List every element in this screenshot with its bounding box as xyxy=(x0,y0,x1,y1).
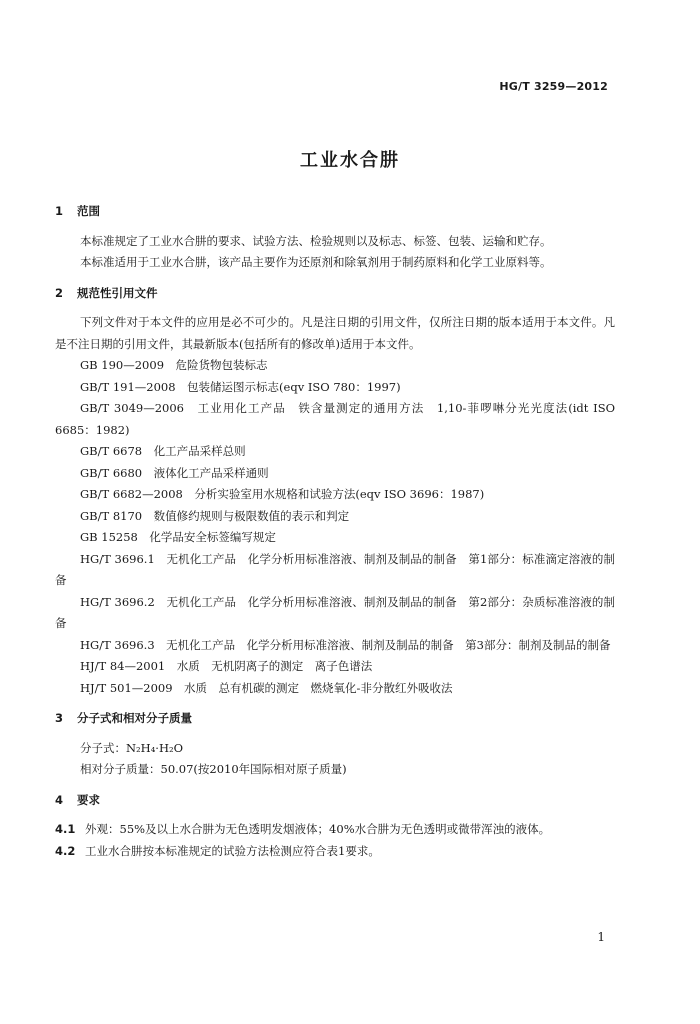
page-title: 工业水合肼 xyxy=(300,150,400,171)
section-heading-normative-references xyxy=(55,283,615,305)
reference-item: HG/T 3696.3 无机化工产品 化学分析用标准溶液、制剂及制品的制备 第3部分：制剂及制品的制备 xyxy=(80,637,611,652)
section-title: 分子式和相对分子质量 xyxy=(77,711,192,725)
scope-paragraph-1: 本标准规定了工业水合肼的要求、试验方法、检验规则以及标志、标签、包装、运输和贮存。 xyxy=(80,233,552,248)
reference-item: GB 190—2009 危险货物包装标志 xyxy=(80,358,268,372)
section-title: 要求 xyxy=(77,792,100,807)
reference-item: GB/T 8170 数值修约规则与极限数值的表示和判定 xyxy=(80,508,350,523)
requirement-text: 工业水合肼按本标准规定的试验方法检测应符合表1要求。 xyxy=(85,843,380,858)
reference-item: GB/T 6682—2008 分析实验室用水规格和试验方法(eqv ISO 3696：1987) xyxy=(80,487,485,501)
reference-item: GB/T 191—2008 包装储运图示标志(eqv ISO 780：1997) xyxy=(80,379,401,394)
reference-item: HG/T 3696.2 无机化工产品 化学分析用标准溶液、制剂及制品的制备 第2部分：杂质标准溶液的制备 xyxy=(55,594,615,630)
section-number: 1 xyxy=(55,204,64,218)
reference-item: GB/T 6680 液体化工产品采样通则 xyxy=(80,465,269,480)
molecular-mass: 相对分子质量：50.07(按2010年国际相对原子质量) xyxy=(80,762,347,776)
reference-item: GB/T 6678 化工产品采样总则 xyxy=(80,444,246,458)
page-number: 1 xyxy=(597,930,605,944)
reference-item: HG/T 3696.1 无机化工产品 化学分析用标准溶液、制剂及制品的制备 第1部分：标准滴定溶液的制备 xyxy=(55,551,615,587)
requirement-text: 外观：55%及以上水合肼为无色透明发烟液体；40%水合肼为无色透明或微带浑浊的液体。 xyxy=(85,822,551,836)
requirement-number: 4.1 xyxy=(55,822,76,836)
reference-item: GB 15258 化学品安全标签编写规定 xyxy=(80,530,276,544)
molecular-formula: 分子式：N₂H₄·H₂O xyxy=(80,740,184,755)
scope-paragraph-2: 本标准适用于工业水合肼，该产品主要作为还原剂和除氧剂用于制药原料和化学工业原料等。 xyxy=(80,255,552,269)
document-body xyxy=(55,200,615,862)
section-heading-formula xyxy=(55,708,615,730)
section-number: 2 xyxy=(55,285,64,300)
section-heading-requirements xyxy=(55,790,615,812)
section-heading-scope xyxy=(55,201,615,223)
requirement-number: 4.2 xyxy=(55,843,76,858)
standard-code: HG/T 3259—2012 xyxy=(499,80,608,93)
section-title: 范围 xyxy=(77,204,100,218)
section-number: 4 xyxy=(55,792,64,807)
reference-item: GB/T 3049—2006 工业用化工产品 铁含量测定的通用方法 1,10-菲啰啉分光光度法(idt ISO 6685：1982) xyxy=(55,401,615,437)
requirement-item xyxy=(55,841,615,863)
references-intro: 下列文件对于本文件的应用是必不可少的。凡是注日期的引用文件，仅所注日期的版本适用于本文件。凡是不注日期的引用文件，其最新版本(包括所有的修改单)适用于本文件。 xyxy=(55,315,615,351)
reference-item: HJ/T 84—2001 水质 无机阴离子的测定 离子色谱法 xyxy=(80,659,373,673)
section-number: 3 xyxy=(55,711,64,725)
requirement-item xyxy=(55,819,615,841)
section-title: 规范性引用文件 xyxy=(77,285,158,300)
reference-item: HJ/T 501—2009 水质 总有机碳的测定 燃烧氧化-非分散红外吸收法 xyxy=(80,680,453,695)
